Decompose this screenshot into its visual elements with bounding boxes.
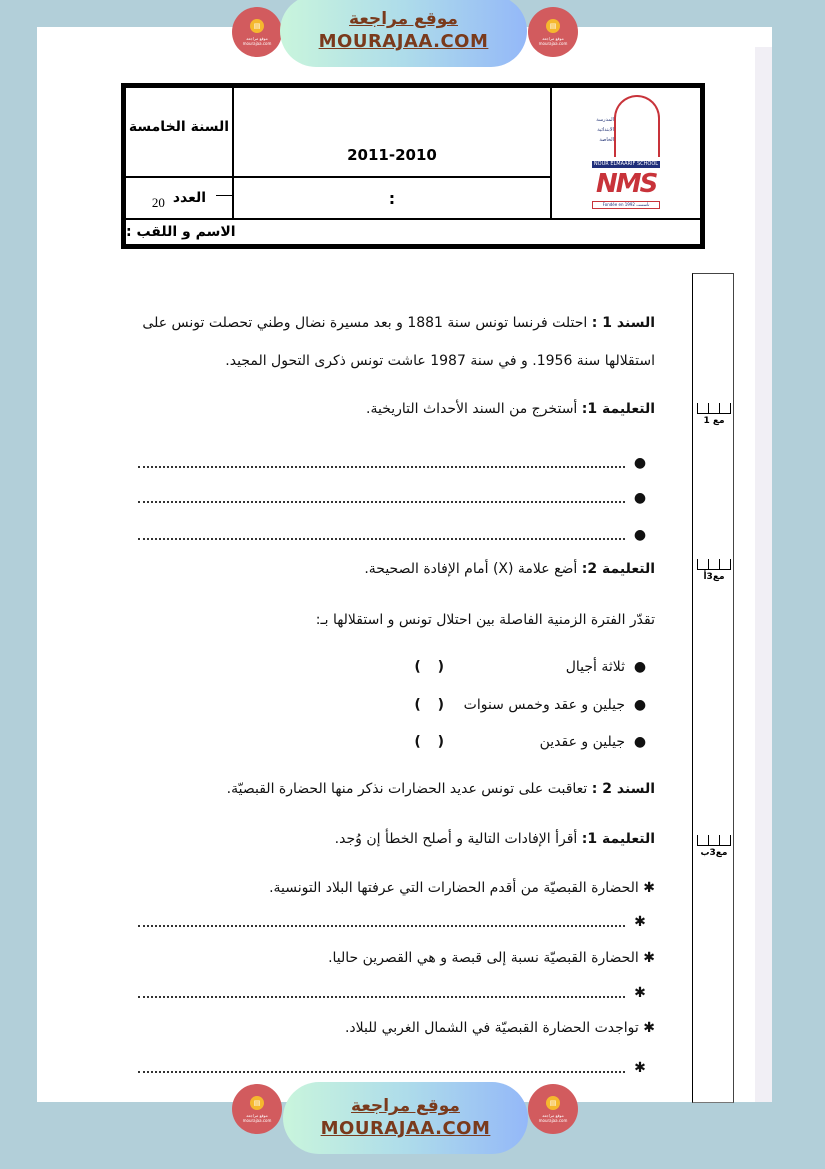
option-row[interactable] <box>414 697 655 713</box>
brand-site-name: MOURAJAA.COM <box>318 31 489 52</box>
document-2 <box>227 781 655 797</box>
option-row[interactable] <box>414 734 655 750</box>
grade-level: السنة الخامسة <box>125 87 233 177</box>
statement-text: الحضارة القبصيّة من أقدم الحضارات التي عرفتها البلاد التونسية. <box>269 880 639 896</box>
task-text: أضع علامة (X) أمام الإفادة الصحيحة. <box>364 561 578 577</box>
score-label: العدد <box>172 190 207 206</box>
document-1-line-1 <box>142 315 655 331</box>
statement <box>345 1020 655 1036</box>
correction-line[interactable] <box>130 985 655 1001</box>
book-icon: ▤ <box>250 19 264 33</box>
badge-text-en: mourajaa.com <box>538 40 568 46</box>
task-title: التعليمة 1: <box>581 831 655 847</box>
star-icon: ✱ <box>634 914 646 930</box>
task-text: أقرأ الإفادات التالية و أصلح الخطأ إن وُجد. <box>334 831 578 847</box>
exam-content <box>130 0 655 1100</box>
brand-badge-right[interactable] <box>528 1084 578 1134</box>
correction-line[interactable] <box>130 914 655 930</box>
score-total: 20 <box>151 195 165 210</box>
answer-line[interactable] <box>130 490 655 506</box>
brand-arabic-name: موقع مراجعة <box>351 1096 460 1116</box>
statement <box>328 950 655 966</box>
statement-text: تواجدت الحضارة القبصيّة في الشمال الغربي للبلاد. <box>344 1020 639 1036</box>
statement-text: الحضارة القبصيّة نسبة إلى قبصة و هي القصرين حاليا. <box>328 950 639 966</box>
document-1-title: السند 1 : <box>591 315 655 331</box>
book-icon: ▤ <box>250 1096 264 1110</box>
score-ticks <box>697 834 731 846</box>
badge-text-ar: موقع مراجعة <box>542 35 564 41</box>
correction-line[interactable] <box>130 1060 655 1076</box>
score-ticks <box>697 558 731 570</box>
logo-line: الابتدائية <box>597 127 614 133</box>
task-title: التعليمة 1: <box>581 401 655 417</box>
star-icon: ✱ <box>643 1020 655 1036</box>
bullet-icon: ● <box>633 455 647 471</box>
star-icon: ✱ <box>643 880 655 896</box>
option-row[interactable] <box>414 659 655 675</box>
bullet-icon: ● <box>633 527 647 543</box>
checkbox[interactable]: ( ) <box>414 697 450 713</box>
option-text: جيلين و عقد وخمس سنوات <box>463 697 625 713</box>
bullet-icon: ● <box>633 697 647 713</box>
checkbox[interactable]: ( ) <box>414 734 450 750</box>
logo-initials: NMS <box>596 169 657 199</box>
badge-text-en: mourajaa.com <box>242 40 272 46</box>
document-1-line-2: استقلالها سنة 1956. و في سنة 1987 عاشت تونس ذكرى التحول المجيد. <box>225 353 655 369</box>
score-ticks <box>697 402 731 414</box>
criterion-score-1[interactable] <box>697 402 731 426</box>
badge-text-en: mourajaa.com <box>242 1117 272 1123</box>
brand-banner-bottom <box>0 1082 825 1157</box>
document-2-title: السند 2 : <box>591 781 655 797</box>
bullet-icon: ● <box>633 734 647 750</box>
criterion-score-3b[interactable] <box>697 834 731 858</box>
criterion-label: مع3ب <box>700 848 728 858</box>
task-1-2 <box>364 561 655 577</box>
bullet-icon: ● <box>633 490 647 506</box>
option-text: ثلاثة أجيال <box>565 659 625 675</box>
subject-field[interactable]: : <box>233 177 551 219</box>
logo-banner: NOUR ELMAARIF SCHOOL <box>593 161 659 167</box>
task-text: أستخرج من السند الأحداث التاريخية. <box>366 401 578 417</box>
book-icon: ▤ <box>546 19 560 33</box>
brand-badge-left[interactable] <box>232 7 282 57</box>
brand-link-bottom[interactable] <box>283 1082 528 1154</box>
badge-text-ar: موقع مراجعة <box>542 1112 564 1118</box>
answer-line[interactable] <box>130 455 655 471</box>
name-field[interactable]: الاسم و اللقب : <box>125 219 701 245</box>
task-title: التعليمة 2: <box>581 561 655 577</box>
star-icon: ✱ <box>643 950 655 966</box>
logo-footer: Fondée en 1992 تأسست <box>592 201 660 209</box>
bullet-icon: ● <box>633 659 647 675</box>
brand-site-name: MOURAJAA.COM <box>320 1118 491 1139</box>
star-icon: ✱ <box>634 985 646 1001</box>
badge-text-ar: موقع مراجعة <box>246 35 268 41</box>
answer-line[interactable] <box>130 527 655 543</box>
criterion-score-3a[interactable] <box>697 558 731 582</box>
checkbox[interactable]: ( ) <box>414 659 450 675</box>
task-question: تقدّر الفترة الزمنية الفاصلة بين احتلال تونس و استقلالها بـ: <box>315 612 655 628</box>
brand-arabic-name: موقع مراجعة <box>349 9 458 29</box>
task-2-1 <box>335 831 655 847</box>
brand-banner-top <box>0 0 825 70</box>
star-icon: ✱ <box>634 1060 646 1076</box>
logo-line: المدرسة <box>596 117 614 123</box>
logo-line: الخاصة <box>599 137 614 143</box>
school-year: 2011-2010 <box>233 87 551 177</box>
grading-column <box>692 273 734 1103</box>
brand-link-top[interactable] <box>280 0 527 67</box>
option-text: جيلين و عقدين <box>539 734 625 750</box>
brand-badge-left[interactable] <box>232 1084 282 1134</box>
brand-badge-right[interactable] <box>528 7 578 57</box>
criterion-label: مع 1 <box>703 416 725 426</box>
statement <box>269 880 655 896</box>
document-1-text: احتلت فرنسا تونس سنة 1881 و بعد مسيرة نضال وطني تحصلت تونس على <box>142 315 588 331</box>
task-1-1 <box>366 401 655 417</box>
badge-text-en: mourajaa.com <box>538 1117 568 1123</box>
book-icon: ▤ <box>546 1096 560 1110</box>
badge-text-ar: موقع مراجعة <box>246 1112 268 1118</box>
document-2-text: تعاقبت على تونس عديد الحضارات نذكر منها الحضارة القبصيّة. <box>226 781 588 797</box>
criterion-label: مع3أ <box>703 572 725 582</box>
